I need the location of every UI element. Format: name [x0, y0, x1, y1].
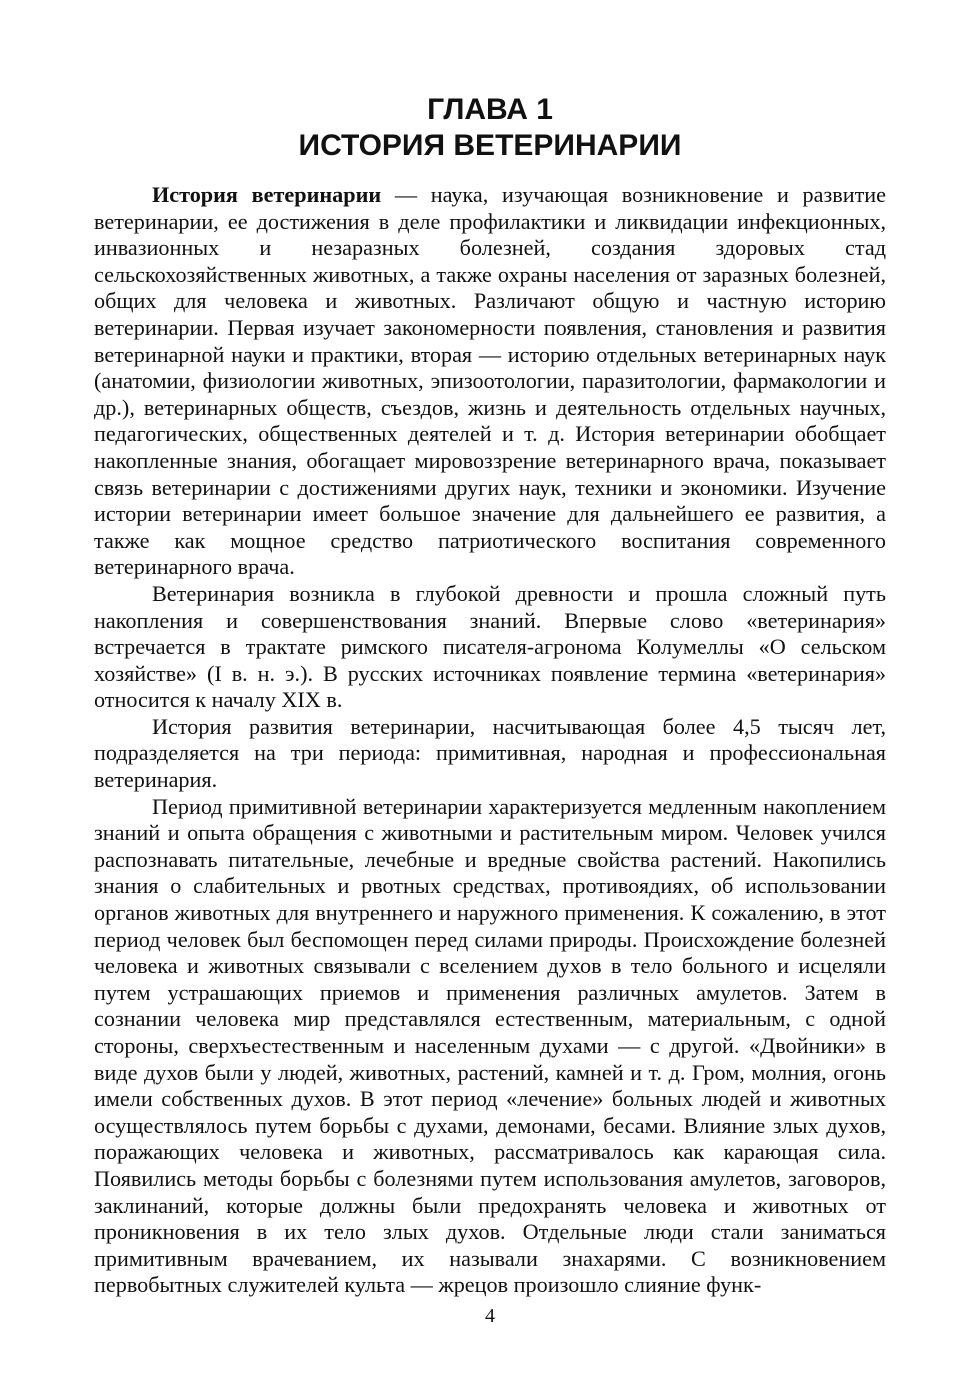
- paragraph-definition: [94, 182, 886, 581]
- chapter-number: ГЛАВА 1: [427, 93, 553, 126]
- term-bold: История ветеринарии: [152, 182, 382, 207]
- paragraph-periods: История развития ветеринарии, насчитывающая более 4,5 тысяч лет, подразделяется на три периода: примитивная, народная и профессиональная ветеринария.: [94, 713, 886, 793]
- chapter-heading: [0, 92, 980, 164]
- chapter-body: [94, 182, 886, 1299]
- chapter-title: ИСТОРИЯ ВЕТЕРИНАРИИ: [298, 129, 682, 162]
- paragraph-primitive-period: Период примитивной ветеринарии характеризуется медленным накоплением знаний и опыта обращения с животными и растительным миром. Человек учился распознавать питательные, лечебные и вредные свойства растений. Накопились знания о слабительных и рвотных средствах, противоядиях, об использовании органов животных для внутреннего и наружного применения. К сожалению, в этот период человек был беспомощен перед силами природы. Происхождение болезней человека и животных связывали с вселением духов в тело больного и исцеляли путем устрашающих приемов и применения различных амулетов. Затем в сознании человека мир представлялся естественным, материальным, с одной стороны, сверхъестественным и населенным духами — с другой. «Двойники» в виде духов были у людей, животных, растений, камней и т. д. Гром, молния, огонь имели собственных духов. В этот период «лечение» больных людей и животных осуществлялось путем борьбы с духами, демонами, бесами. Влияние злых духов, поражающих человека и животных, рассматривалось как карающая сила. Появились методы борьбы с болезнями путем использования амулетов, заговоров, заклинаний, которые должны были предохранять человека и животных от проникновения в их тело злых духов. Отдельные люди стали заниматься примитивным врачеванием, их называли знахарями. С возникновением первобытных служителей культа — жрецов произошло слияние функ-: [94, 793, 886, 1298]
- paragraph-origin: Ветеринария возникла в глубокой древности и прошла сложный путь накопления и совершенствования знаний. Впервые слово «ветеринария» встречается в трактате римского писателя-агронома Колумеллы «О сельском хозяйстве» (I в. н. э.). В русских источниках появление термина «ветеринария» относится к началу XIX в.: [94, 580, 886, 713]
- paragraph-text: — наука, изучающая возникновение и развитие ветеринарии, ее достижения в деле профилактики и ликвидации инфекционных, инвазионных и незаразных болезней, создания здоровых стад сельскохозяйственных животных, а также охраны населения от заразных болезней, общих для человека и животных. Различают общую и частную историю ветеринарии. Первая изучает закономерности появления, становления и развития ветеринарной науки и практики, вторая — историю отдельных ветеринарных наук (анатомии, физиологии животных, эпизоотологии, паразитологии, фармакологии и др.), ветеринарных обществ, съездов, жизнь и деятельность отдельных научных, педагогических, общественных деятелей и т. д. История ветеринарии обобщает накопленные знания, обогащает мировоззрение ветеринарного врача, показывает связь ветеринарии с достижениями других наук, техники и экономики. Изучение истории ветеринарии имеет большое значение для дальнейшего ее развития, а также как мощное средство патриотического воспитания современного ветеринарного врача.: [94, 182, 887, 580]
- page-number: 4: [485, 1305, 495, 1327]
